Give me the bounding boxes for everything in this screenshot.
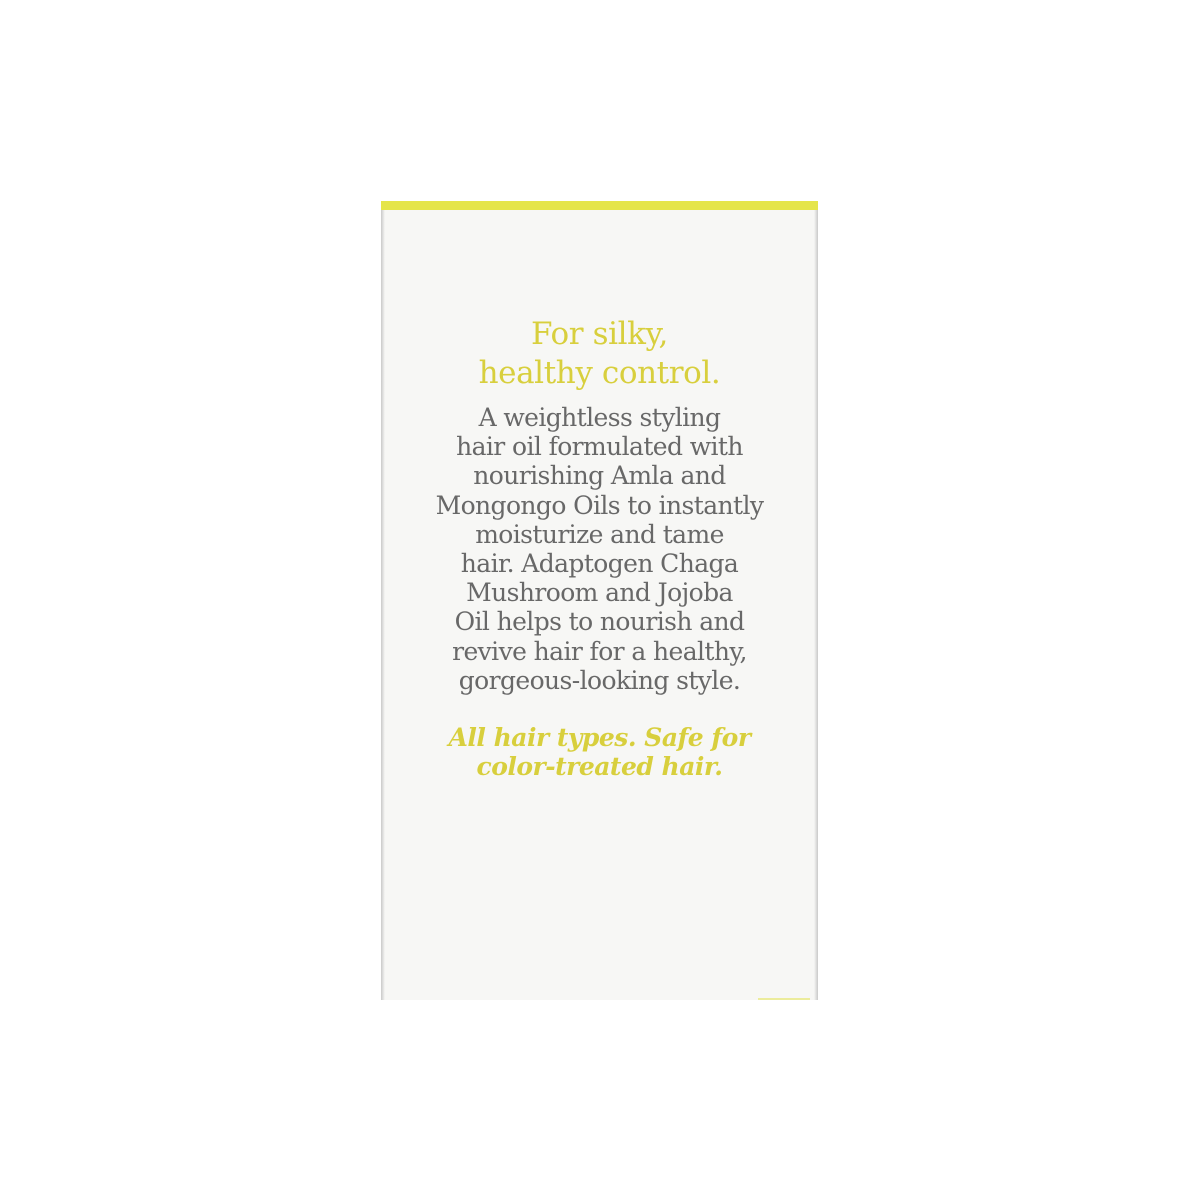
top-accent-stripe [381, 201, 818, 210]
description-line: Mongongo Oils to instantly [435, 490, 764, 520]
description-line: nourishing Amla and [473, 461, 726, 491]
bottom-accent-mark [758, 998, 810, 1000]
product-headline [381, 315, 818, 393]
product-description [381, 403, 818, 695]
headline-line: healthy control. [478, 355, 721, 391]
package-copy [381, 315, 818, 781]
tagline-line: All hair types. Safe for [448, 723, 751, 753]
description-line: Mushroom and Jojoba [466, 578, 733, 608]
headline-line: For silky, [531, 316, 668, 352]
description-line: A weightless styling [478, 403, 721, 432]
description-line: revive hair for a healthy, [452, 636, 747, 666]
hair-type-tagline [381, 723, 818, 781]
product-package-side-panel [381, 201, 818, 1000]
description-line: gorgeous-looking style. [458, 665, 741, 695]
tagline-line: color-treated hair. [476, 752, 723, 782]
description-line: moisturize and tame [475, 519, 724, 549]
description-line: Oil helps to nourish and [454, 607, 745, 637]
description-line: hair. Adaptogen Chaga [460, 549, 739, 579]
description-line: hair oil formulated with [456, 432, 743, 462]
